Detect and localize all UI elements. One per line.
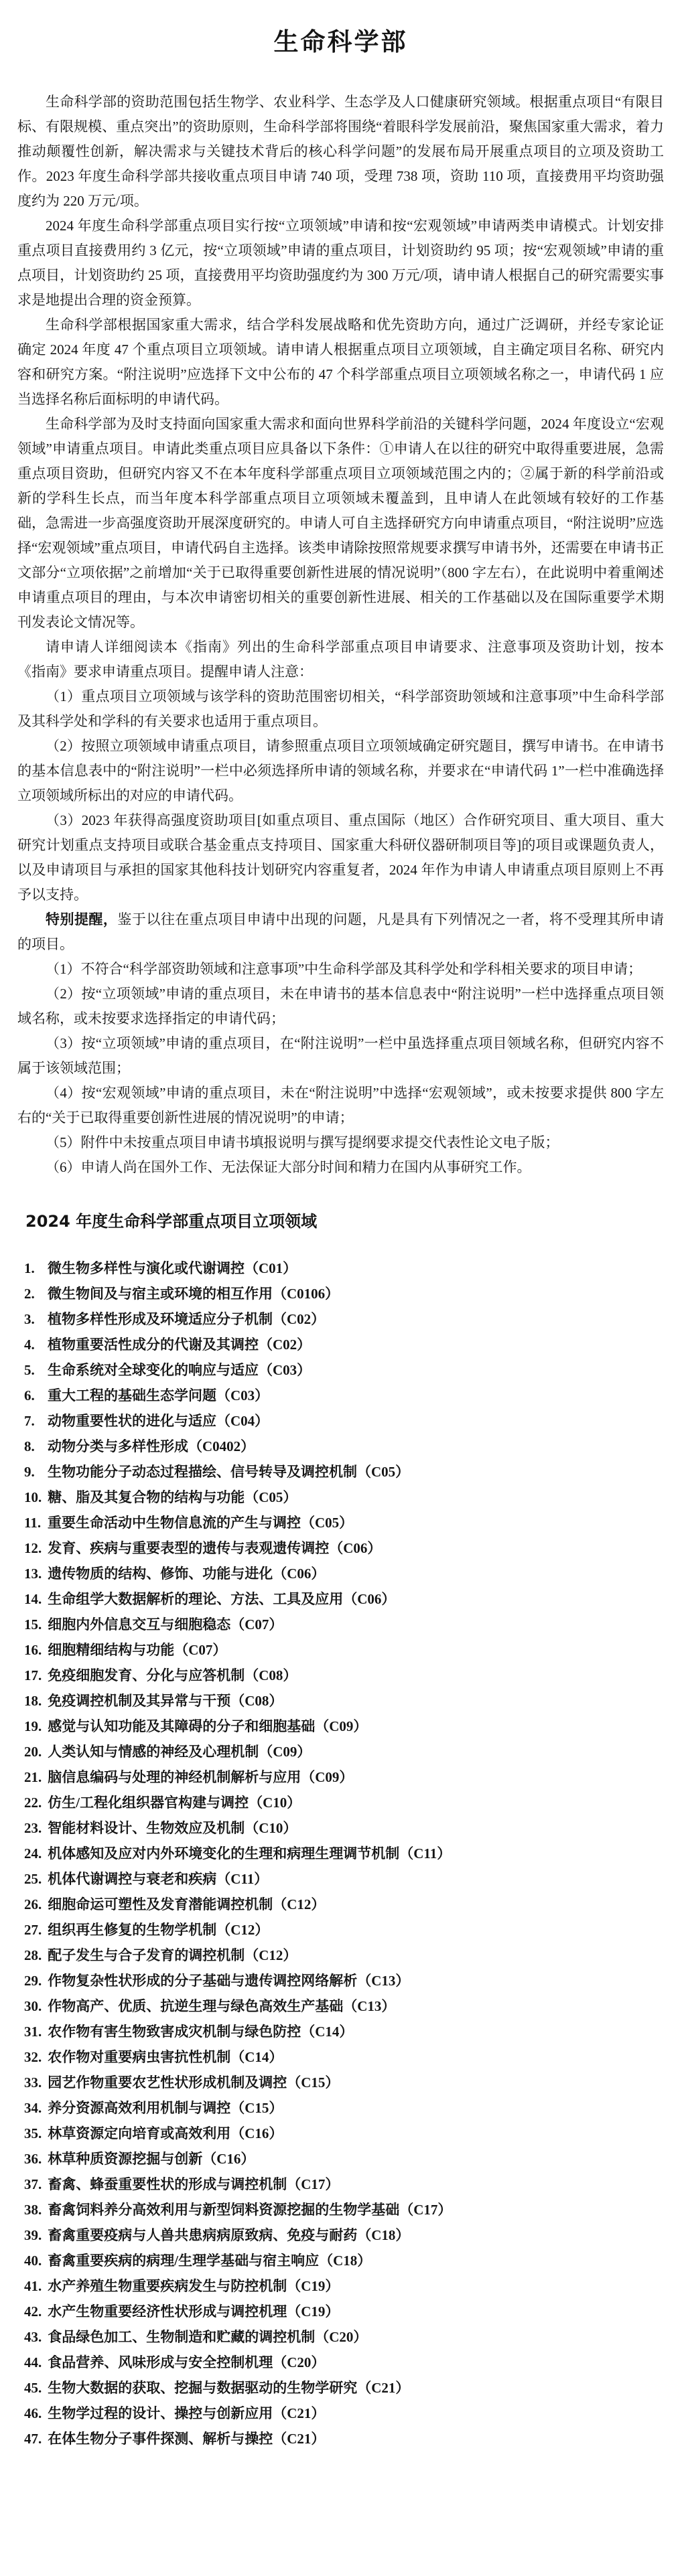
area-list-item xyxy=(24,1993,664,2019)
area-number: 11. xyxy=(24,1515,42,1531)
rejection-item-1: （1）不符合“科学部资助领域和注意事项”中生命科学部及其科学处和学科相关要求的项目申请； xyxy=(46,961,642,977)
area-label: 配子发生与合子发育的调控机制（C12） xyxy=(48,1947,297,1963)
area-number: 12. xyxy=(24,1540,42,1556)
area-label: 细胞命运可塑性及发育潜能调控机制（C12） xyxy=(48,1896,326,1912)
area-number: 13. xyxy=(24,1566,42,1582)
area-list-item xyxy=(24,2044,664,2070)
area-list-item xyxy=(24,1586,664,1612)
area-label: 动物重要性状的进化与适应（C04） xyxy=(48,1413,269,1429)
area-number: 24. xyxy=(24,1845,42,1862)
area-number: 29. xyxy=(24,1973,42,1989)
area-label: 动物分类与多样性形成（C0402） xyxy=(48,1438,255,1454)
paragraph-application-modes: 2024 年度生命科学部重点项目实行按“立项领域”申请和按“宏观领域”申请两类申请模式。计划安排重点项目直接费用约 3 亿元，按“立项领域”申请的重点项目，计划资助约 95 项；按“宏观领域”申请的重点项目，计划资助约 25 项，直接费用平均资助强度约为 300 万元/项，请申请人根据自己的研究需要实事求是地提出合理的资金预算。 xyxy=(17,218,664,308)
area-label: 微生物多样性与演化或代谢调控（C01） xyxy=(48,1260,297,1276)
area-number: 10. xyxy=(24,1489,42,1505)
area-number: 42. xyxy=(24,2303,42,2320)
area-list-item xyxy=(24,1943,664,1968)
area-label: 发育、疾病与重要表型的遗传与表观遗传调控（C06） xyxy=(48,1540,382,1556)
area-label: 免疫调控机制及其异常与干预（C08） xyxy=(48,1693,283,1709)
area-label: 畜禽重要疫病与人兽共患病病原致病、免疫与耐药（C18） xyxy=(48,2227,410,2243)
area-label: 水产养殖生物重要疾病发生与防控机制（C19） xyxy=(48,2278,340,2294)
areas-heading: 2024 年度生命科学部重点项目立项领域 xyxy=(25,1212,318,1231)
area-label: 感觉与认知功能及其障碍的分子和细胞基础（C09） xyxy=(48,1718,368,1734)
area-number: 44. xyxy=(24,2354,42,2370)
area-label: 组织再生修复的生物学机制（C12） xyxy=(48,1922,269,1938)
area-label: 遗传物质的结构、修饰、功能与进化（C06） xyxy=(48,1566,326,1582)
area-list-item xyxy=(24,1434,664,1459)
area-number: 36. xyxy=(24,2151,42,2167)
area-number: 32. xyxy=(24,2049,42,2065)
area-number: 3. xyxy=(24,1311,35,1327)
special-reminder-text: 鉴于以往在重点项目申请中出现的问题，凡是具有下列情况之一者，将不受理其所申请的项目。 xyxy=(17,911,665,952)
area-label: 作物高产、优质、抗逆生理与绿色高效生产基础（C13） xyxy=(48,1998,396,2014)
area-number: 39. xyxy=(24,2227,42,2243)
area-list-item xyxy=(24,2172,664,2197)
area-label: 林草资源定向培育或高效利用（C16） xyxy=(48,2125,283,2141)
area-list-item xyxy=(24,1714,664,1739)
paragraph-macro-area: 生命科学部为及时支持面向国家重大需求和面向世界科学前沿的关键科学问题，2024 年度设立“宏观领域”申请重点项目。申请此类重点项目应具备以下条件：①申请人在以往的研究中取得重要进展，急需重点项目资助，但研究内容又不在本年度科学部重点项目立项领域范围之内的；②属于新的科学前沿或新的学科生长点，而当年度本科学部重点项目立项领域未覆盖到，且申请人在此领域有较好的工作基础，急需进一步高强度资助开展深度研究的。申请人可自主选择研究方向申请重点项目，“附注说明”应选择“宏观领域”重点项目，申请代码自主选择。该类申请除按照常规要求撰写申请书外，还需要在申请书正文部分“立项依据”之前增加“关于已取得重要创新性进展的情况说明”（800 字左右），在此说明中着重阐述申请重点项目的理由，与本次申请密切相关的重要创新性进展、相关的工作基础以及在国际重要学术期刊发表论文情况等。 xyxy=(17,416,664,630)
area-label: 生命组学大数据解析的理论、方法、工具及应用（C06） xyxy=(48,1591,396,1607)
area-number: 19. xyxy=(24,1718,42,1734)
area-list-item xyxy=(24,2248,664,2273)
area-number: 16. xyxy=(24,1642,42,1658)
rejection-item-4: （4）按“宏观领域”申请的重点项目，未在“附注说明”中选择“宏观领域”，或未按要求提供 800 字左右的“关于已取得重要创新性进展的情况说明”的申请； xyxy=(17,1085,664,1126)
area-list-item xyxy=(24,1764,664,1790)
area-number: 21. xyxy=(24,1769,42,1785)
area-number: 2. xyxy=(24,1286,35,1302)
area-number: 31. xyxy=(24,2024,42,2040)
area-label: 重大工程的基础生态学问题（C03） xyxy=(48,1387,269,1404)
area-number: 1. xyxy=(24,1260,35,1276)
area-number: 7. xyxy=(24,1413,35,1429)
rejection-item-6: （6）申请人尚在国外工作、无法保证大部分时间和精力在国内从事研究工作。 xyxy=(46,1159,531,1175)
area-list-item xyxy=(24,1841,664,1866)
area-number: 26. xyxy=(24,1896,42,1912)
area-list-item xyxy=(24,1256,664,1281)
area-label: 生物学过程的设计、操控与创新应用（C21） xyxy=(48,2405,326,2421)
area-list-item xyxy=(24,1485,664,1510)
document-title: 生命科学部 xyxy=(273,27,408,56)
area-number: 23. xyxy=(24,1820,42,1836)
area-label: 作物复杂性状形成的分子基础与遗传调控网络解析（C13） xyxy=(48,1973,410,1989)
area-list-item xyxy=(24,1790,664,1815)
area-label: 在体生物分子事件探测、解析与操控（C21） xyxy=(48,2431,326,2447)
area-number: 15. xyxy=(24,1616,42,1633)
area-label: 重要生命活动中生物信息流的产生与调控（C05） xyxy=(48,1515,354,1531)
area-list-item xyxy=(24,1561,664,1586)
area-label: 机体感知及应对内外环境变化的生理和病理生理调节机制（C11） xyxy=(48,1845,452,1862)
area-label: 畜禽饲料养分高效利用与新型饲料资源挖掘的生物学基础（C17） xyxy=(48,2202,452,2218)
area-label: 人类认知与情感的神经及心理机制（C09） xyxy=(48,1744,312,1760)
area-label: 细胞内外信息交互与细胞稳态（C07） xyxy=(48,1616,283,1633)
area-label: 畜禽重要疾病的病理/生理学基础与宿主响应（C18） xyxy=(48,2253,372,2269)
document-body xyxy=(17,90,664,1180)
area-number: 20. xyxy=(24,1744,42,1760)
area-list-item xyxy=(24,1892,664,1917)
area-list-item xyxy=(24,2197,664,2222)
area-list-item xyxy=(24,1332,664,1357)
area-list-item xyxy=(24,1815,664,1841)
area-label: 养分资源高效利用机制与调控（C15） xyxy=(48,2100,283,2116)
area-label: 食品营养、风味形成与安全控制机理（C20） xyxy=(48,2354,326,2370)
area-label: 水产生物重要经济性状形成与调控机理（C19） xyxy=(48,2303,340,2320)
area-label: 免疫细胞发育、分化与应答机制（C08） xyxy=(48,1667,297,1683)
area-list-item xyxy=(24,2273,664,2299)
area-label: 农作物对重要病虫害抗性机制（C14） xyxy=(48,2049,283,2065)
area-list-item xyxy=(24,1383,664,1408)
area-list-item xyxy=(24,1637,664,1663)
area-list-item xyxy=(24,1866,664,1892)
area-list-item xyxy=(24,2222,664,2248)
area-list-item xyxy=(24,1917,664,1943)
area-list-item xyxy=(24,1968,664,1993)
area-label: 细胞精细结构与功能（C07） xyxy=(48,1642,227,1658)
rejection-item-3: （3）按“立项领域”申请的重点项目，在“附注说明”一栏中虽选择重点项目领域名称，但研究内容不属于该领域范围； xyxy=(17,1035,664,1076)
area-list-item xyxy=(24,2121,664,2146)
paragraph-read-guide: 请申请人详细阅读本《指南》列出的生命科学部重点项目申请要求、注意事项及资助计划，按本《指南》要求申请重点项目。提醒申请人注意： xyxy=(17,639,664,680)
area-list-item xyxy=(24,1535,664,1561)
area-list-item xyxy=(24,2375,664,2401)
note-item-2: （2）按照立项领域申请重点项目，请参照重点项目立项领域确定研究题目，撰写申请书。在申请书的基本信息表中的“附注说明”一栏中必须选择所申请的领域名称，并要求在“申请代码 1”一栏中准确选择立项领域所标出的对应的申请代码。 xyxy=(17,738,664,804)
area-number: 37. xyxy=(24,2176,42,2192)
area-number: 22. xyxy=(24,1795,42,1811)
area-list-item xyxy=(24,1739,664,1764)
area-number: 38. xyxy=(24,2202,42,2218)
area-label: 生物功能分子动态过程描绘、信号转导及调控机制（C05） xyxy=(48,1464,410,1480)
area-number: 27. xyxy=(24,1922,42,1938)
rejection-item-2: （2）按“立项领域”申请的重点项目，未在申请书的基本信息表中“附注说明”一栏中选择重点项目领域名称，或未按要求选择指定的申请代码； xyxy=(17,986,664,1027)
area-list-item xyxy=(24,1459,664,1485)
area-list-item xyxy=(24,1306,664,1332)
area-list-item xyxy=(24,2070,664,2095)
paragraph-areas-determination: 生命科学部根据国家重大需求，结合学科发展战略和优先资助方向，通过广泛调研，并经专家论证确定 2024 年度 47 个重点项目立项领域。请申请人根据重点项目立项领域，自主确定项目名称、研究内容和研究方案。“附注说明”应选择下文中公布的 47 个科学部重点项目立项领域名称之一，申请代码 1 应当选择名称后面标明的申请代码。 xyxy=(17,317,664,407)
area-list-item xyxy=(24,1663,664,1688)
area-list-item xyxy=(24,1688,664,1714)
area-list-item xyxy=(24,1510,664,1535)
area-number: 46. xyxy=(24,2405,42,2421)
area-label: 园艺作物重要农艺性状形成机制及调控（C15） xyxy=(48,2074,340,2091)
area-label: 糖、脂及其复合物的结构与功能（C05） xyxy=(48,1489,297,1505)
area-list-item xyxy=(24,2426,664,2451)
area-number: 28. xyxy=(24,1947,42,1963)
special-reminder-lead: 特别提醒， xyxy=(46,911,118,927)
area-number: 6. xyxy=(24,1387,35,1404)
area-number: 14. xyxy=(24,1591,42,1607)
area-label: 植物重要活性成分的代谢及其调控（C02） xyxy=(48,1337,312,1353)
area-label: 智能材料设计、生物效应及机制（C10） xyxy=(48,1820,297,1836)
area-number: 30. xyxy=(24,1998,42,2014)
area-number: 47. xyxy=(24,2431,42,2447)
area-label: 植物多样性形成及环境适应分子机制（C02） xyxy=(48,1311,326,1327)
area-label: 农作物有害生物致害成灾机制与绿色防控（C14） xyxy=(48,2024,354,2040)
areas-list xyxy=(17,1256,664,2451)
area-label: 仿生/工程化组织器官构建与调控（C10） xyxy=(48,1795,301,1811)
area-list-item xyxy=(24,2019,664,2044)
area-number: 41. xyxy=(24,2278,42,2294)
area-list-item xyxy=(24,1408,664,1434)
area-number: 9. xyxy=(24,1464,35,1480)
area-number: 25. xyxy=(24,1871,42,1887)
area-number: 5. xyxy=(24,1362,35,1378)
paragraph-funding-scope: 生命科学部的资助范围包括生物学、农业科学、生态学及人口健康研究领域。根据重点项目“有限目标、有限规模、重点突出”的资助原则，生命科学部将围绕“着眼科学发展前沿，聚焦国家重大需求，着力推动颠覆性创新，解决需求与关键技术背后的核心科学问题”的发展布局开展重点项目的立项及资助工作。2023 年度生命科学部共接收重点项目申请 740 项，受理 738 项，资助 110 项，直接费用平均资助强度约为 220 万元/项。 xyxy=(17,94,664,209)
area-label: 生物大数据的获取、挖掘与数据驱动的生物学研究（C21） xyxy=(48,2380,410,2396)
area-label: 微生物间及与宿主或环境的相互作用（C0106） xyxy=(48,1286,340,1302)
area-number: 4. xyxy=(24,1337,35,1353)
area-number: 35. xyxy=(24,2125,42,2141)
area-list-item xyxy=(24,2095,664,2121)
rejection-item-5: （5）附件中未按重点项目申请书填报说明与撰写提纲要求提交代表性论文电子版； xyxy=(46,1134,559,1150)
area-label: 脑信息编码与处理的神经机制解析与应用（C09） xyxy=(48,1769,354,1785)
special-reminder-paragraph xyxy=(17,907,664,957)
area-list-item xyxy=(24,1357,664,1383)
area-number: 8. xyxy=(24,1438,35,1454)
area-label: 畜禽、蜂蚕重要性状的形成与调控机制（C17） xyxy=(48,2176,340,2192)
area-list-item xyxy=(24,2401,664,2426)
area-number: 40. xyxy=(24,2253,42,2269)
area-list-item xyxy=(24,2299,664,2324)
note-item-3: （3）2023 年获得高强度资助项目[如重点项目、重点国际（地区）合作研究项目、重大项目、重大研究计划重点支持项目或联合基金重点支持项目、国家重大科研仪器研制项目等]的项目或课题负责人，以及申请项目与承担的国家其他科技计划研究内容重复者，2024 年作为申请人申请重点项目原则上不再予以支持。 xyxy=(17,812,664,903)
area-number: 43. xyxy=(24,2329,42,2345)
area-list-item xyxy=(24,1612,664,1637)
area-number: 17. xyxy=(24,1667,42,1683)
area-number: 33. xyxy=(24,2074,42,2091)
note-item-1: （1）重点项目立项领域与该学科的资助范围密切相关，“科学部资助领域和注意事项”中生命科学部及其科学处和学科的有关要求也适用于重点项目。 xyxy=(17,688,664,729)
area-number: 18. xyxy=(24,1693,42,1709)
area-list-item xyxy=(24,1281,664,1306)
area-label: 林草种质资源挖掘与创新（C16） xyxy=(48,2151,255,2167)
area-label: 食品绿色加工、生物制造和贮藏的调控机制（C20） xyxy=(48,2329,368,2345)
area-list-item xyxy=(24,2324,664,2350)
area-list-item xyxy=(24,2146,664,2172)
area-list-item xyxy=(24,2350,664,2375)
area-label: 机体代谢调控与衰老和疾病（C11） xyxy=(48,1871,269,1887)
area-number: 45. xyxy=(24,2380,42,2396)
area-label: 生命系统对全球变化的响应与适应（C03） xyxy=(48,1362,312,1378)
area-number: 34. xyxy=(24,2100,42,2116)
